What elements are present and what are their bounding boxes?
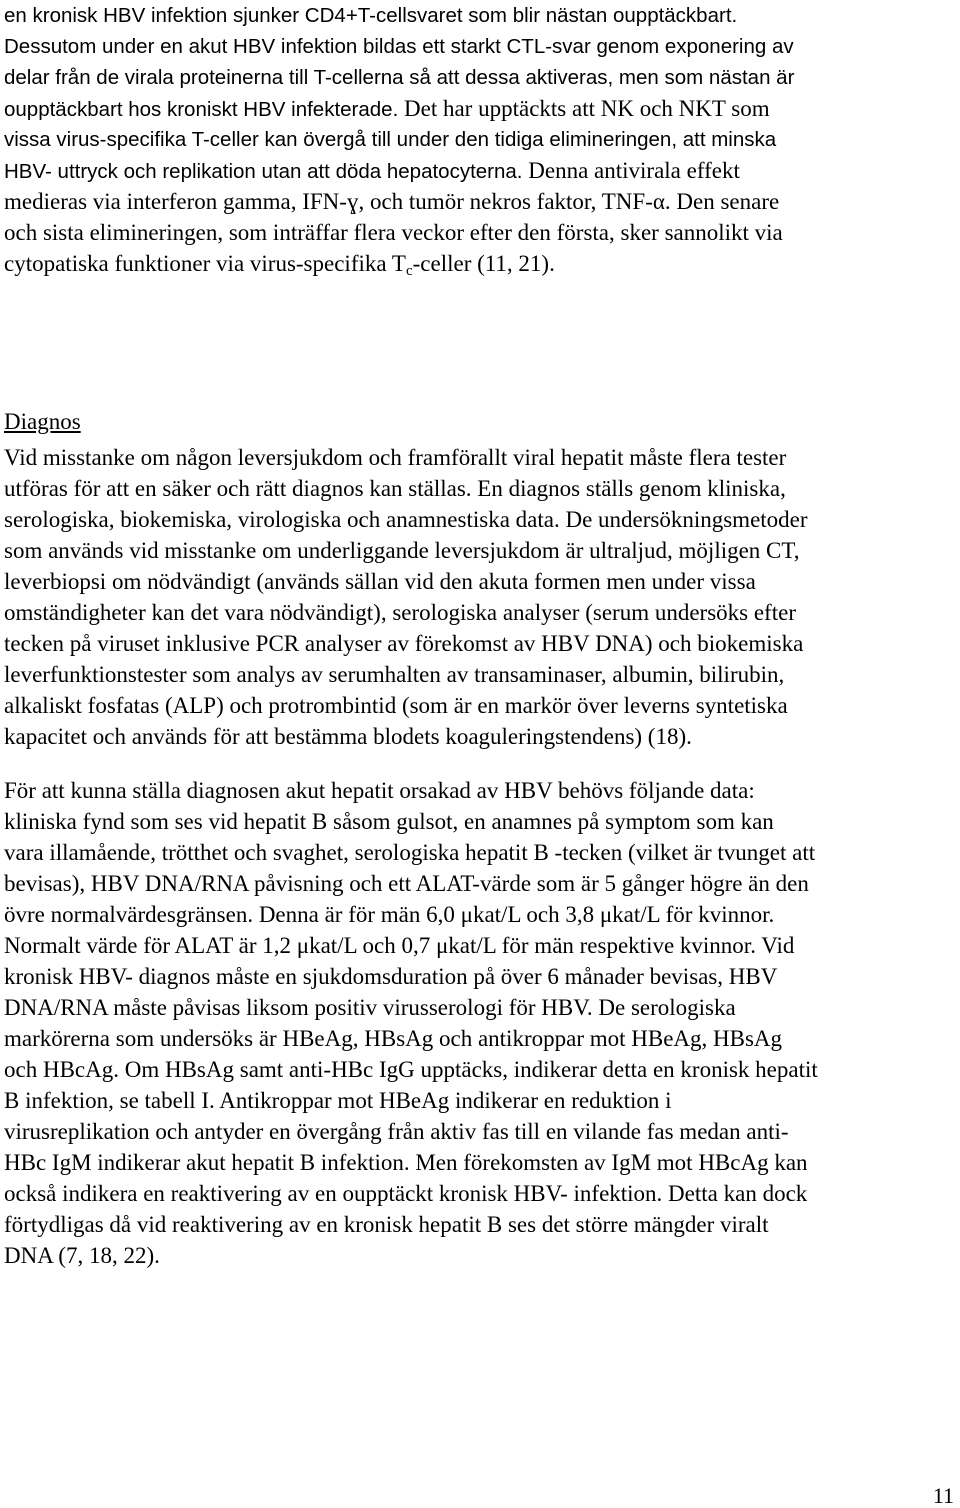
page-number: 11 xyxy=(932,1483,954,1508)
subscript: c xyxy=(405,263,413,279)
text-line xyxy=(4,93,770,124)
text-line: leverfunktionstester som analys av serumhalten av transaminaser, albumin, bilirubin, xyxy=(4,662,785,687)
text-line: och sista elimineringen, som inträffar flera veckor efter den första, sker sannolikt via xyxy=(4,220,783,245)
text-line: serologiska, biokemiska, virologiska och anamnestiska data. De undersökningsmetoder xyxy=(4,507,808,532)
text-line: markörerna som undersöks är HBeAg, HBsAg och antikroppar mot HBeAg, HBsAg xyxy=(4,1026,783,1051)
text-line: bevisas), HBV DNA/RNA påvisning och ett ALAT-värde som är 5 gånger högre än den xyxy=(4,871,809,896)
text-line: kliniska fynd som ses vid hepatit B såsom gulsot, en anamnes på symptom som kan xyxy=(4,809,774,834)
text-span: Denna antivirala effekt xyxy=(522,158,740,183)
text-line xyxy=(4,155,740,186)
text-line: alkaliskt fosfatas (ALP) och protrombintid (som är en markör över leverns syntetiska xyxy=(4,693,788,718)
text-line: kronisk HBV- diagnos måste en sjukdomsduration på över 6 månader bevisas, HBV xyxy=(4,964,778,989)
text-line: som används vid misstanke om underliggande leversjukdom är ultraljud, möjligen CT, xyxy=(4,538,800,563)
text-line: virusreplikation och antyder en övergång från aktiv fas till en vilande fas medan anti- xyxy=(4,1119,789,1144)
text-line: och HBcAg. Om HBsAg samt anti-HBc IgG upptäcks, indikerar detta en kronisk hepatit xyxy=(4,1057,818,1082)
text-span: oupptäckbart hos kroniskt HBV infekterade. xyxy=(4,98,399,121)
text-line: också indikera en reaktivering av en oupptäckt kronisk HBV- infektion. Detta kan dock xyxy=(4,1181,808,1206)
text-line: Dessutom under en akut HBV infektion bildas ett starkt CTL-svar genom exponering av xyxy=(4,35,794,58)
text-line: HBc IgM indikerar akut hepatit B infektion. Men förekomsten av IgM mot HBcAg kan xyxy=(4,1150,808,1175)
text-line: DNA (7, 18, 22). xyxy=(4,1243,160,1268)
text-line: För att kunna ställa diagnosen akut hepatit orsakad av HBV behövs följande data: xyxy=(4,778,755,803)
text-span: Det har upptäckts att NK och NKT som xyxy=(398,96,770,121)
text-line: utföras för att en säker och rätt diagnos kan ställas. En diagnos ställs genom kliniska, xyxy=(4,476,786,501)
text-line: omständigheter kan det vara nödvändigt), serologiska analyser (serum undersöks efter xyxy=(4,600,796,625)
text-line: vara illamående, trötthet och svaghet, serologiska hepatit B -tecken (vilket är tvunget att xyxy=(4,840,816,865)
text-line: Normalt värde för ALAT är 1,2 μkat/L och 0,7 μkat/L för män respektive kvinnor. Vid xyxy=(4,933,795,958)
text-span: cytopatiska funktioner via virus-specifika T xyxy=(4,251,406,276)
text-line: vissa virus-specifika T-celler kan övergå till under den tidiga elimineringen, att minska xyxy=(4,128,777,151)
text-span: -celler (11, 21). xyxy=(412,251,555,276)
section-heading-diagnos: Diagnos xyxy=(4,409,81,434)
text-line: delar från de virala proteinerna till T-cellerna så att dessa aktiveras, men som nästan är xyxy=(4,66,795,89)
text-line: tecken på viruset inklusive PCR analyser av förekomst av HBV DNA) och biokemiska xyxy=(4,631,804,656)
text-line: B infektion, se tabell I. Antikroppar mot HBeAg indikerar en reduktion i xyxy=(4,1088,672,1113)
text-line: övre normalvärdesgränsen. Denna är för män 6,0 μkat/L och 3,8 μkat/L för kvinnor. xyxy=(4,902,775,927)
text-line: förtydligas då vid reaktivering av en kronisk hepatit B ses det större mängder viralt xyxy=(4,1212,769,1237)
text-line: en kronisk HBV infektion sjunker CD4+T-cellsvaret som blir nästan oupptäckbart. xyxy=(4,4,738,27)
text-line: DNA/RNA måste påvisas liksom positiv virusserologi för HBV. De serologiska xyxy=(4,995,736,1020)
text-line: Vid misstanke om någon leversjukdom och framförallt viral hepatit måste flera tester xyxy=(4,445,787,470)
text-line xyxy=(4,248,555,279)
text-line: medieras via interferon gamma, IFN-ɣ, och tumör nekros faktor, TNF-α. Den senare xyxy=(4,189,780,214)
text-line: kapacitet och används för att bestämma blodets koaguleringstendens) (18). xyxy=(4,724,692,749)
text-line: leverbiopsi om nödvändigt (används sällan vid den akuta formen men under vissa xyxy=(4,569,756,594)
text-span: HBV- uttryck och replikation utan att döda hepatocyterna. xyxy=(4,160,523,183)
